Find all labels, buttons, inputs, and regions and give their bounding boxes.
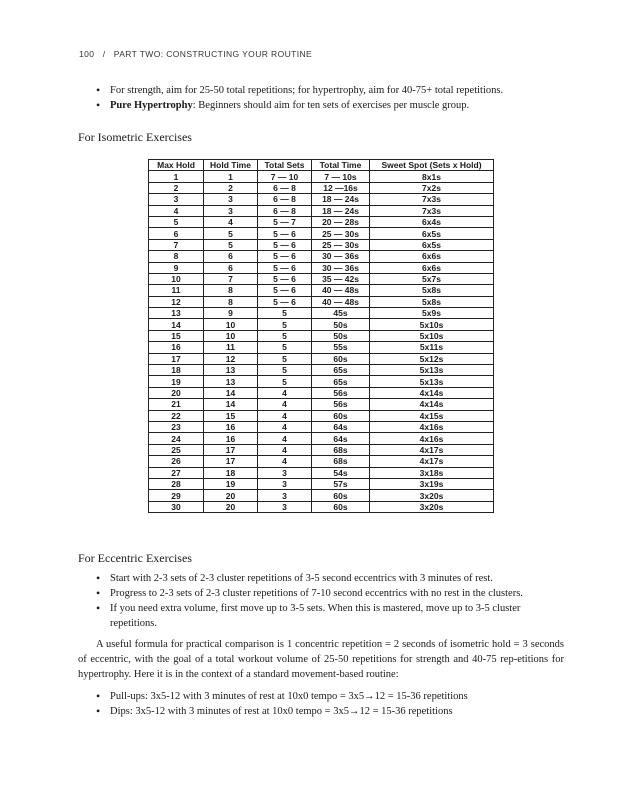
table-row bbox=[149, 421, 494, 432]
bullet-text: Start with 2-3 sets of 2-3 cluster repetitions of 3-5 second eccentrics with 3 minutes of rest. bbox=[110, 573, 493, 584]
table-cell: 5 — 6 bbox=[258, 285, 312, 296]
table-cell: 40 — 48s bbox=[312, 285, 370, 296]
list-item bbox=[96, 586, 566, 601]
table-cell: 5 bbox=[258, 365, 312, 376]
table-row bbox=[149, 467, 494, 478]
table-cell: 4x16s bbox=[370, 433, 494, 444]
table-cell: 7x3s bbox=[370, 205, 494, 216]
table-cell: 7 — 10 bbox=[258, 171, 312, 182]
list-item bbox=[96, 689, 468, 704]
table-cell: 14 bbox=[204, 387, 258, 398]
table-cell: 10 bbox=[149, 273, 204, 284]
table-cell: 6 — 8 bbox=[258, 194, 312, 205]
bullet-text: Pull-ups: 3x5-12 with 3 minutes of rest at 10x0 tempo = 3x5→12 = 15-36 repetitions bbox=[110, 691, 468, 702]
table-cell: 6 bbox=[149, 228, 204, 239]
table-cell: 57s bbox=[312, 478, 370, 489]
table-row bbox=[149, 433, 494, 444]
table-cell: 29 bbox=[149, 490, 204, 501]
table-cell: 18 — 24s bbox=[312, 205, 370, 216]
table-cell: 5 — 6 bbox=[258, 273, 312, 284]
eccentric-heading: For Eccentric Exercises bbox=[78, 551, 192, 565]
table-cell: 4x15s bbox=[370, 410, 494, 421]
table-cell: 4 bbox=[258, 433, 312, 444]
table-cell: 19 bbox=[149, 376, 204, 387]
table-cell: 6 — 8 bbox=[258, 182, 312, 193]
table-cell: 4 bbox=[258, 399, 312, 410]
table-cell: 4 bbox=[258, 456, 312, 467]
table-cell: 5 bbox=[258, 376, 312, 387]
table-cell: 5x9s bbox=[370, 308, 494, 319]
table-cell: 64s bbox=[312, 421, 370, 432]
bullet-text: Progress to 2-3 sets of 2-3 cluster repetitions of 7-10 second eccentrics with no rest in the clusters. bbox=[110, 588, 523, 599]
table-cell: 7x2s bbox=[370, 182, 494, 193]
table-cell: 3 bbox=[258, 501, 312, 512]
table-cell: 20 bbox=[149, 387, 204, 398]
bullet-icon: • bbox=[96, 601, 101, 615]
table-row bbox=[149, 330, 494, 341]
table-cell: 6x6s bbox=[370, 262, 494, 273]
table-cell: 4x17s bbox=[370, 444, 494, 455]
table-cell: 56s bbox=[312, 387, 370, 398]
table-row bbox=[149, 285, 494, 296]
table-cell: 6 — 8 bbox=[258, 205, 312, 216]
bullet-icon: • bbox=[96, 689, 101, 703]
table-cell: 14 bbox=[149, 319, 204, 330]
table-cell: 6x6s bbox=[370, 251, 494, 262]
table-cell: 12 bbox=[204, 353, 258, 364]
table-cell: 9 bbox=[204, 308, 258, 319]
table-cell: 5x13s bbox=[370, 365, 494, 376]
table-cell: 60s bbox=[312, 490, 370, 501]
table-cell: 40 — 48s bbox=[312, 296, 370, 307]
table-cell: 6x5s bbox=[370, 239, 494, 250]
table-cell: 1 bbox=[204, 171, 258, 182]
table-cell: 18 bbox=[204, 467, 258, 478]
table-row bbox=[149, 228, 494, 239]
table-cell: 65s bbox=[312, 365, 370, 376]
table-cell: 11 bbox=[149, 285, 204, 296]
table-row bbox=[149, 296, 494, 307]
table-cell: 25 — 30s bbox=[312, 239, 370, 250]
table-cell: 13 bbox=[204, 365, 258, 376]
table-cell: 5 bbox=[258, 342, 312, 353]
table-cell: 4 bbox=[204, 216, 258, 227]
table-cell: 56s bbox=[312, 399, 370, 410]
table-cell: 27 bbox=[149, 467, 204, 478]
table-cell: 3 bbox=[204, 194, 258, 205]
table-cell: 15 bbox=[149, 330, 204, 341]
table-cell: 20 bbox=[204, 490, 258, 501]
table-cell: 28 bbox=[149, 478, 204, 489]
table-cell: 35 — 42s bbox=[312, 273, 370, 284]
table-row bbox=[149, 342, 494, 353]
bullet-icon: • bbox=[96, 571, 101, 585]
table-cell: 3x18s bbox=[370, 467, 494, 478]
table-cell: 8 bbox=[204, 285, 258, 296]
table-row bbox=[149, 319, 494, 330]
table-cell: 22 bbox=[149, 410, 204, 421]
routine-bullet-list bbox=[96, 689, 468, 719]
table-cell: 13 bbox=[204, 376, 258, 387]
table-cell: 4 bbox=[258, 387, 312, 398]
table-cell: 14 bbox=[204, 399, 258, 410]
list-item bbox=[96, 98, 503, 113]
table-cell: 11 bbox=[204, 342, 258, 353]
list-item bbox=[96, 571, 566, 586]
table-row bbox=[149, 262, 494, 273]
table-row bbox=[149, 251, 494, 262]
table-row bbox=[149, 410, 494, 421]
table-cell: 5 — 6 bbox=[258, 251, 312, 262]
table-row bbox=[149, 376, 494, 387]
table-cell: 2 bbox=[204, 182, 258, 193]
table-cell: 4x14s bbox=[370, 387, 494, 398]
table-cell: 8 bbox=[204, 296, 258, 307]
header-separator: / bbox=[102, 49, 106, 59]
table-cell: 4 bbox=[149, 205, 204, 216]
table-cell: 16 bbox=[204, 433, 258, 444]
table-cell: 7 bbox=[204, 273, 258, 284]
table-cell: 5 bbox=[258, 308, 312, 319]
table-cell: 6 bbox=[204, 251, 258, 262]
table-cell: 68s bbox=[312, 444, 370, 455]
table-row bbox=[149, 490, 494, 501]
body-paragraph: A useful formula for practical comparison is 1 concentric repetition = 2 seconds of isometric hold = 3 seconds of eccentric, with the goal of a total workout volume of 25-50 repetitions for strength and 40-75 rep-etitions for hypertrophy. Here it is in the context of a standard movement-based routine: bbox=[78, 639, 564, 680]
table-row bbox=[149, 308, 494, 319]
table-cell: 5x13s bbox=[370, 376, 494, 387]
table-cell: 24 bbox=[149, 433, 204, 444]
table-cell: 5x8s bbox=[370, 285, 494, 296]
table-cell: 64s bbox=[312, 433, 370, 444]
table-row bbox=[149, 501, 494, 512]
table-cell: 7 bbox=[149, 239, 204, 250]
table-cell: 5 — 6 bbox=[258, 239, 312, 250]
table-cell: 6 bbox=[204, 262, 258, 273]
column-header: Total Time bbox=[312, 160, 370, 171]
table-cell: 4x14s bbox=[370, 399, 494, 410]
table-cell: 23 bbox=[149, 421, 204, 432]
table-cell: 50s bbox=[312, 319, 370, 330]
table-cell: 10 bbox=[204, 330, 258, 341]
table-cell: 5x10s bbox=[370, 330, 494, 341]
table-cell: 6x4s bbox=[370, 216, 494, 227]
table-row bbox=[149, 353, 494, 364]
table-cell: 26 bbox=[149, 456, 204, 467]
table-cell: 5 — 6 bbox=[258, 262, 312, 273]
table-cell: 6x5s bbox=[370, 228, 494, 239]
table-cell: 30 — 36s bbox=[312, 251, 370, 262]
table-cell: 25 — 30s bbox=[312, 228, 370, 239]
table-row bbox=[149, 171, 494, 182]
bullet-text: If you need extra volume, first move up to 3-5 sets. When this is mastered, move up to 3-5 cluster repetitions. bbox=[110, 603, 521, 629]
table-cell: 13 bbox=[149, 308, 204, 319]
table-cell: 7 — 10s bbox=[312, 171, 370, 182]
table-cell: 17 bbox=[204, 456, 258, 467]
table-row bbox=[149, 365, 494, 376]
table-cell: 3 bbox=[204, 205, 258, 216]
table-cell: 5x7s bbox=[370, 273, 494, 284]
table-cell: 3 bbox=[258, 478, 312, 489]
column-header: Sweet Spot (Sets x Hold) bbox=[370, 160, 494, 171]
table-cell: 20 bbox=[204, 501, 258, 512]
isometric-table bbox=[148, 159, 494, 513]
table-cell: 16 bbox=[149, 342, 204, 353]
table-cell: 4 bbox=[258, 410, 312, 421]
table-cell: 4x17s bbox=[370, 456, 494, 467]
table-row bbox=[149, 387, 494, 398]
table-cell: 1 bbox=[149, 171, 204, 182]
table-cell: 25 bbox=[149, 444, 204, 455]
table-cell: 50s bbox=[312, 330, 370, 341]
table-row bbox=[149, 273, 494, 284]
table-cell: 16 bbox=[204, 421, 258, 432]
table-header-row bbox=[149, 160, 494, 171]
table-cell: 55s bbox=[312, 342, 370, 353]
section-title: PART TWO: CONSTRUCTING YOUR ROUTINE bbox=[113, 49, 313, 59]
table-cell: 10 bbox=[204, 319, 258, 330]
table-row bbox=[149, 456, 494, 467]
table-cell: 18 — 24s bbox=[312, 194, 370, 205]
column-header: Total Sets bbox=[258, 160, 312, 171]
table-cell: 3x20s bbox=[370, 490, 494, 501]
table-cell: 60s bbox=[312, 410, 370, 421]
table-cell: 5 bbox=[258, 353, 312, 364]
table-row bbox=[149, 216, 494, 227]
table-cell: 3 bbox=[258, 490, 312, 501]
table-cell: 5 — 7 bbox=[258, 216, 312, 227]
list-item bbox=[96, 601, 566, 631]
table-cell: 15 bbox=[204, 410, 258, 421]
table-cell: 60s bbox=[312, 501, 370, 512]
bullet-icon: • bbox=[96, 586, 101, 600]
table-cell: 18 bbox=[149, 365, 204, 376]
table-cell: 5 bbox=[258, 319, 312, 330]
table-cell: 5x8s bbox=[370, 296, 494, 307]
table-cell: 8 bbox=[149, 251, 204, 262]
table-cell: 3x20s bbox=[370, 501, 494, 512]
table-cell: 30 bbox=[149, 501, 204, 512]
table-cell: 4 bbox=[258, 444, 312, 455]
page-number: 100 bbox=[79, 49, 95, 59]
table-cell: 68s bbox=[312, 456, 370, 467]
bullet-icon: • bbox=[96, 704, 101, 718]
table-row bbox=[149, 478, 494, 489]
table-row bbox=[149, 239, 494, 250]
bullet-bold-term: Pure Hypertrophy bbox=[110, 100, 193, 111]
table-cell: 19 bbox=[204, 478, 258, 489]
table-cell: 4 bbox=[258, 421, 312, 432]
bullet-text: : Beginners should aim for ten sets of exercises per muscle group. bbox=[192, 100, 470, 111]
table-cell: 5 — 6 bbox=[258, 228, 312, 239]
bullet-icon: • bbox=[96, 98, 101, 112]
bullet-text: For strength, aim for 25-50 total repetitions; for hypertrophy, aim for 40-75+ total repetitions. bbox=[110, 85, 504, 96]
isometric-heading: For Isometric Exercises bbox=[78, 130, 192, 144]
table-cell: 12 —16s bbox=[312, 182, 370, 193]
table-cell: 5 bbox=[204, 228, 258, 239]
list-item bbox=[96, 83, 503, 98]
table-row bbox=[149, 399, 494, 410]
table-cell: 20 — 28s bbox=[312, 216, 370, 227]
table-body bbox=[149, 171, 494, 513]
table-cell: 30 — 36s bbox=[312, 262, 370, 273]
column-header: Hold Time bbox=[204, 160, 258, 171]
table-cell: 3 bbox=[258, 467, 312, 478]
table-cell: 4x16s bbox=[370, 421, 494, 432]
column-header: Max Hold bbox=[149, 160, 204, 171]
running-header bbox=[79, 49, 312, 59]
bullet-text: Dips: 3x5-12 with 3 minutes of rest at 10x0 tempo = 3x5→12 = 15-36 repetitions bbox=[110, 706, 453, 717]
table-cell: 9 bbox=[149, 262, 204, 273]
table-cell: 21 bbox=[149, 399, 204, 410]
table-cell: 5 bbox=[204, 239, 258, 250]
table-cell: 7x3s bbox=[370, 194, 494, 205]
table-row bbox=[149, 205, 494, 216]
table-row bbox=[149, 194, 494, 205]
list-item bbox=[96, 704, 468, 719]
table-cell: 65s bbox=[312, 376, 370, 387]
bullet-icon: • bbox=[96, 83, 101, 97]
table-cell: 60s bbox=[312, 353, 370, 364]
table-cell: 5 bbox=[149, 216, 204, 227]
table-cell: 5 — 6 bbox=[258, 296, 312, 307]
table-cell: 5x12s bbox=[370, 353, 494, 364]
table-cell: 3x19s bbox=[370, 478, 494, 489]
table-cell: 2 bbox=[149, 182, 204, 193]
table-cell: 12 bbox=[149, 296, 204, 307]
table-row bbox=[149, 182, 494, 193]
table-cell: 3 bbox=[149, 194, 204, 205]
table-cell: 5x11s bbox=[370, 342, 494, 353]
table-cell: 8x1s bbox=[370, 171, 494, 182]
table-cell: 17 bbox=[149, 353, 204, 364]
eccentric-bullet-list bbox=[96, 571, 566, 631]
table-cell: 54s bbox=[312, 467, 370, 478]
table-cell: 45s bbox=[312, 308, 370, 319]
table-cell: 5 bbox=[258, 330, 312, 341]
table-row bbox=[149, 444, 494, 455]
table-cell: 5x10s bbox=[370, 319, 494, 330]
intro-bullet-list bbox=[96, 83, 503, 113]
table-cell: 17 bbox=[204, 444, 258, 455]
